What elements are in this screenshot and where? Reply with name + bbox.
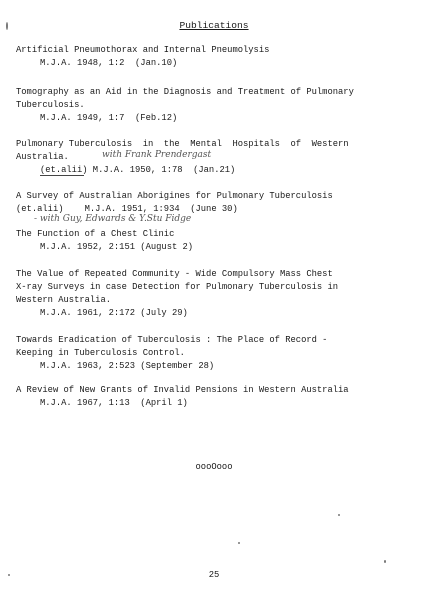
publication-title: Tomography as an Aid in the Diagnosis and Treatment of Pulmonary xyxy=(16,87,354,97)
publication-entry xyxy=(16,228,416,254)
publication-title: The Value of Repeated Community - Wide Compulsory Mass Chest xyxy=(16,269,333,279)
publication-title: Towards Eradication of Tuberculosis : The Place of Record - xyxy=(16,335,328,345)
scan-mark xyxy=(238,542,240,544)
publication-title: The Function of a Chest Clinic xyxy=(16,229,175,239)
publication-title-continued: Keeping in Tuberculosis Control. xyxy=(16,348,185,358)
publication-entry xyxy=(16,44,416,70)
publication-reference: M.J.A. 1961, 2:172 (July 29) xyxy=(40,308,188,318)
publication-title-continued: Australia. xyxy=(16,152,69,162)
handwritten-annotation: - with Guy, Edwards & Y.Stu Fidge xyxy=(34,214,192,224)
publication-title: Pulmonary Tuberculosis in the Mental Hospitals of Western xyxy=(16,139,349,149)
publication-entry xyxy=(16,190,416,216)
publication-entry xyxy=(16,334,416,373)
publication-title: A Review of New Grants of Invalid Pensions in Western Australia xyxy=(16,385,349,395)
end-ornament: oooOooo xyxy=(195,462,233,472)
publication-title-continued: Tuberculosis. xyxy=(16,100,85,110)
publication-reference: M.J.A. 1948, 1:2 (Jan.10) xyxy=(40,58,178,68)
publication-reference: M.J.A. 1949, 1:7 (Feb.12) xyxy=(40,113,178,123)
publication-entry xyxy=(16,384,416,410)
publication-title-continued: X-ray Surveys in case Detection for Pulmonary Tuberculosis in xyxy=(16,282,339,292)
publication-entry xyxy=(16,86,416,125)
publication-reference: M.J.A. 1952, 2:151 (August 2) xyxy=(40,242,194,252)
scan-mark xyxy=(6,22,8,30)
scan-mark xyxy=(8,574,10,576)
publication-reference: (et.alii) M.J.A. 1950, 1:78 (Jan.21) xyxy=(40,165,236,175)
publication-reference: M.J.A. 1967, 1:13 (April 1) xyxy=(40,398,188,408)
publication-entry xyxy=(16,138,416,177)
handwritten-annotation: with Frank Prendergast xyxy=(102,150,212,160)
publication-title-continued: Western Australia. xyxy=(16,295,112,305)
page-number: 25 xyxy=(208,570,220,580)
publication-reference: M.J.A. 1963, 2:523 (September 28) xyxy=(40,361,215,371)
publication-title: Artificial Pneumothorax and Internal Pneumolysis xyxy=(16,45,270,55)
scan-mark xyxy=(338,514,340,516)
publication-title: A Survey of Australian Aborigines for Pulmonary Tuberculosis xyxy=(16,191,333,201)
handwritten-underline xyxy=(40,175,84,176)
publication-title-continued: (et.alii) M.J.A. 1951, 1:934 (June 30) xyxy=(16,204,238,214)
page-heading: Publications xyxy=(179,20,249,31)
publication-entry xyxy=(16,268,416,320)
scan-mark xyxy=(384,560,386,563)
